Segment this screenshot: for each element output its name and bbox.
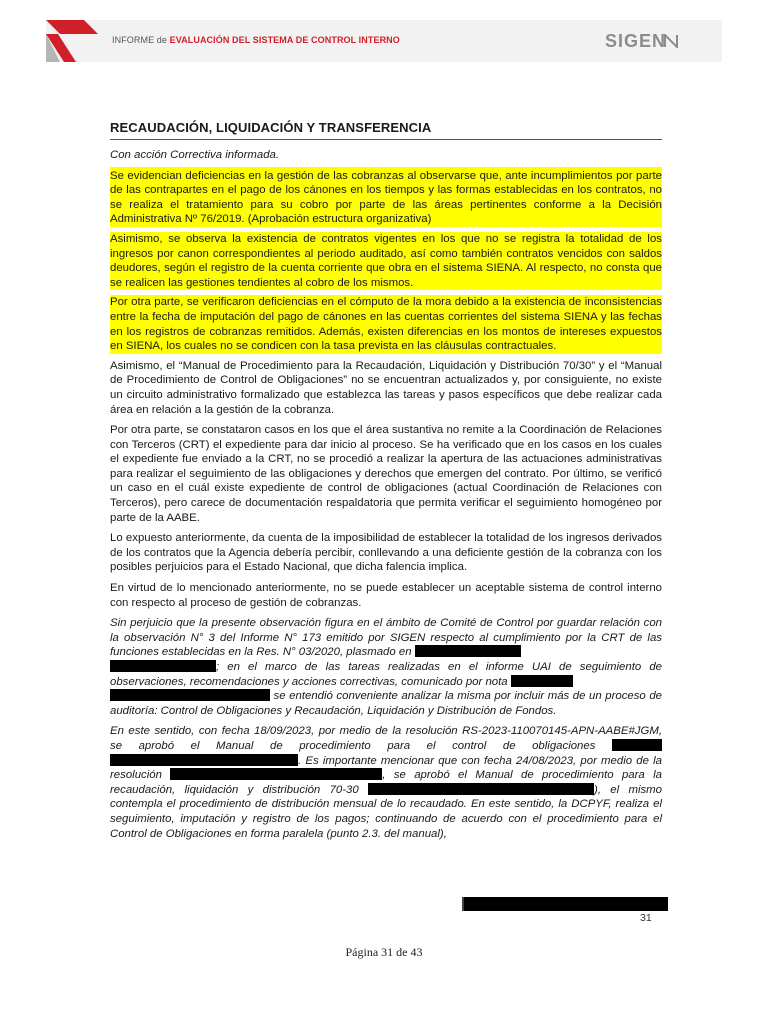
- highlighted-paragraph: Asimismo, se observa la existencia de contratos vigentes en los que no se registra la totalidad de los ingresos por canon correspondientes al periodo auditado, así como también contratos vencidos con saldos deudores, según el registro de la cuenta corriente que obra en el sistema SIENA. Al respecto, no consta que se realicen las gestiones tendientes al cobro de los mismos.: [110, 232, 662, 289]
- signature-redaction: [464, 897, 668, 911]
- brand-name: SIGEN: [604, 31, 666, 51]
- redaction-block: [612, 739, 662, 751]
- report-title: INFORME de EVALUACIÓN DEL SISTEMA DE CONTROL INTERNO: [112, 35, 400, 45]
- page-footer: Página 31 de 43: [345, 945, 423, 959]
- corrective-action-note: Con acción Correctiva informada.: [110, 149, 280, 161]
- page-number-small: 31: [640, 912, 652, 924]
- brand-mark-icon: [664, 34, 678, 48]
- page-header: [46, 20, 722, 62]
- section-title: RECAUDACIÓN, LIQUIDACIÓN Y TRANSFERENCIA: [110, 120, 662, 140]
- redaction-block: [368, 783, 594, 795]
- highlighted-paragraph: Se evidencian deficiencias en la gestión de las cobranzas al observarse que, ante incumplimientos por parte de las contrapartes en el pago de los cánones en los tiempos y las formas establecidas en los contratos, no se realiza el tratamiento para su cobro por parte de las áreas pertinentes conforme a la Decisión Administrativa Nº 76/2019. (Aprobación estructura organizativa): [110, 167, 662, 227]
- redaction-block: [170, 768, 382, 780]
- italic-paragraph: Sin perjuicio que la presente observación figura en el ámbito de Comité de Control por guardar relación con la observación N° 3 del Informe N° 173 emitido por SIGEN respecto al cumplimiento por la CRT de las funciones establecidas en la Res. N° 03/2020, plasmado en ; en el marco de las tareas realizadas en el informe UAI de seguimiento de observaciones, recomendaciones y acciones correctivas, comunicado por nota se entendió conveniente analizar la misma por incluir más de un proceso de auditoría: Control de Obligaciones y Recaudación, Liquidación y Distribución de Fondos.: [110, 617, 662, 717]
- highlighted-paragraph: Por otra parte, se verificaron deficiencias en el cómputo de la mora debido a la existencia de inconsistencias entre la fecha de imputación del pago de cánones en las cuentas corrientes del sistema SIENA y las fechas en los registros de cobranzas remitidos. Además, existen diferencias en los montos de intereses expuestos en SIENA, los cuales no se condicen con la tasa prevista en las cláusulas contractuales.: [110, 296, 662, 353]
- redaction-block: [110, 689, 270, 701]
- italic-paragraph: En este sentido, con fecha 18/09/2023, por medio de la resolución RS-2023-110070145-APN-AABE#JGM, se aprobó el Manual de procedimiento para el control de obligaciones . Es importante mencionar que con fecha 24/08/2023, por medio de la resolución , se aprobó el Manual de procedimiento para la recaudación, liquidación y distribución 70-30 ), el mismo contempla el procedimiento de distribución mensual de lo recaudado. En este sentido, la DCPYF, realiza el seguimiento, imputación y registro de los pagos; continuando de acuerdo con el procedimiento para el Control de Obligaciones en forma paralela (punto 2.3. del manual),: [110, 725, 662, 840]
- body-paragraph: Asimismo, el “Manual de Procedimiento para la Recaudación, Liquidación y Distribución 70/30” y el “Manual de Procedimiento de Control de Obligaciones” no se encuentran actualizados y, por consiguiente, no existe un circuito administrativo formalizado que establezca las tareas y pasos específicos que debe realizar cada área en relación a la gestión de la cobranza.: [110, 359, 662, 416]
- redaction-block: [415, 645, 521, 657]
- body-paragraph: En virtud de lo mencionado anteriormente, no se puede establecer un aceptable sistema de control interno con respecto al proceso de gestión de cobranzas.: [110, 582, 662, 609]
- redaction-block: [110, 754, 298, 766]
- document-body: [110, 120, 662, 847]
- body-paragraph: Lo expuesto anteriormente, da cuenta de la imposibilidad de establecer la totalidad de los ingresos derivados de los contratos que la Agencia debería percibir, conllevando a una deficiente gestión de la cobranza con los posibles perjuicios para el Estado Nacional, que dicha falencia implica.: [110, 532, 662, 574]
- body-paragraph: Por otra parte, se constataron casos en los que el área sustantiva no remite a la Coordinación de Relaciones con Terceros (CRT) el expediente para dar inicio al proceso. Se ha verificado que en los casos en los cuales el expediente fue enviado a la CRT, no se procedió a realizar la apertura de las actuaciones administrativas para realizar el seguimiento de las obligaciones y derechos que emergen del contrato. Por último, se verificó un caso en el cuál existe expediente de control de obligaciones (actual Coordinación de Relaciones con Terceros), pero carece de documentación respaldatoria que permita verificar el seguimiento homogéneo por parte de la AABE.: [110, 424, 662, 524]
- redaction-block: [511, 675, 573, 687]
- redaction-block: [110, 660, 216, 672]
- sigen-logo-icon: [46, 20, 98, 62]
